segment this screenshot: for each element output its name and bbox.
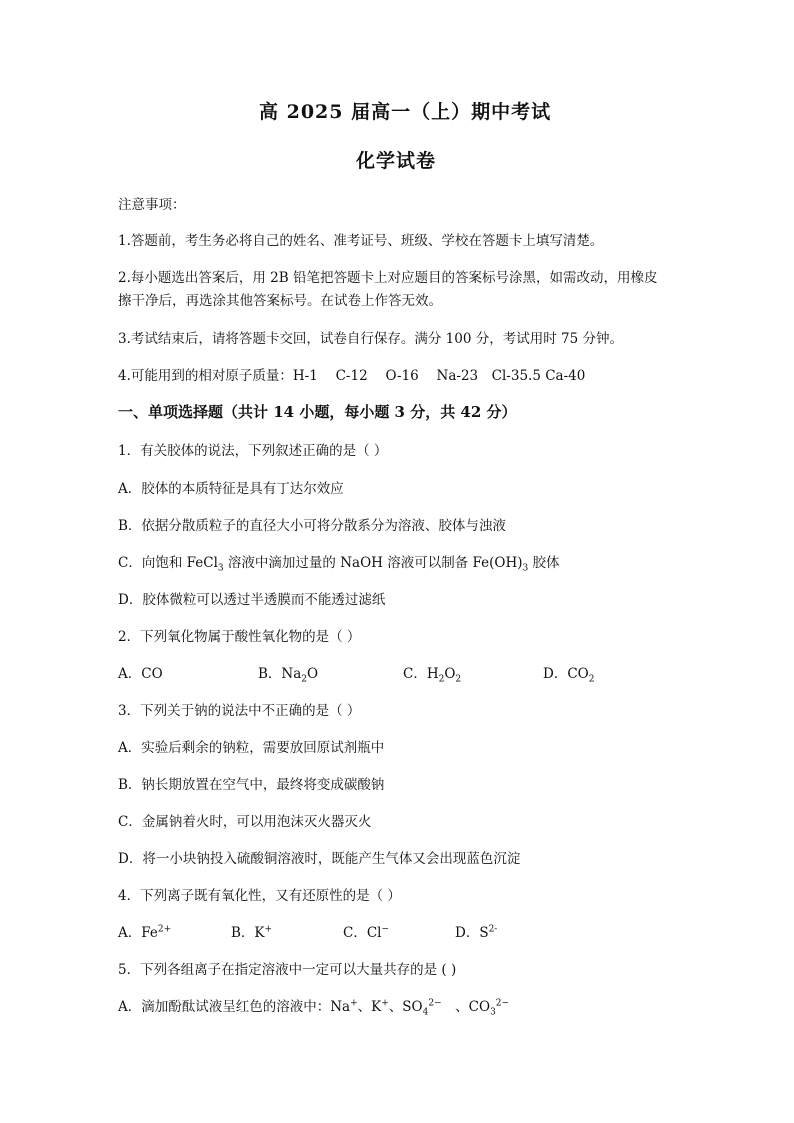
q3-option-c: C．金属钠着火时，可以用泡沫灭火器灭火 (118, 814, 372, 830)
q4-option-d: D．$S^{2-}$ (455, 924, 498, 941)
q1-stem: 1．有关胶体的说法，下列叙述正确的是（ ） (118, 443, 388, 459)
q2-option-a: A．CO (118, 666, 163, 682)
exam-title: 高 2025 届高一（上）期中考试 (259, 101, 552, 123)
q5-option-a: A．滴加酚酞试液呈红色的溶液中：Na+、K+、$SO_4^{2-}$ 、$CO_3^{2-}$ (118, 998, 510, 1018)
q4-option-c: C．Cl− (343, 924, 390, 941)
q1-option-d: D．胶体微粒可以透过半透膜而不能透过滤纸 (118, 592, 386, 608)
q4-option-b: B．K+ (231, 924, 273, 941)
q3-option-d: D．将一小块钠投入硫酸铜溶液时，既能产生气体又会出现蓝色沉淀 (118, 851, 521, 867)
q3-option-b: B．钠长期放置在空气中，最终将变成碳酸钠 (118, 777, 385, 793)
notice-heading: 注意事项： (118, 197, 186, 213)
notice-item-1: 1.答题前，考生务必将自己的姓名、准考证号、班级、学校在答题卡上填写清楚。 (118, 233, 604, 249)
notice-item-3: 3.考试结束后，请将答题卡交回，试卷自行保存。满分 100 分，考试用时 75 分钟。 (118, 331, 623, 347)
q2-option-b: B．$Na_2O$ (258, 666, 319, 685)
q1-option-a: A．胶体的本质特征是具有丁达尔效应 (118, 481, 344, 497)
q5-stem: 5．下列各组离子在指定溶液中一定可以大量共存的是 ( ) (118, 962, 457, 978)
q1-option-c: C．向饱和 FeCl$_3$ 溶液中滴加过量的 NaOH 溶液可以制备 $Fe(OH)_3$ 胶体 (118, 555, 560, 574)
q4-stem: 4．下列离子既有氧化性，又有还原性的是（ ） (118, 888, 401, 904)
q3-option-a: A．实验后剩余的钠粒，需要放回原试剂瓶中 (118, 740, 385, 756)
notice-item-2-line-1: 2.每小题选出答案后，用 2B 铅笔把答题卡上对应题目的答案标号涂黑，如需改动，用橡皮 (118, 270, 658, 286)
q1-option-b: B．依据分散质粒子的直径大小可将分散系分为溶液、胶体与浊液 (118, 518, 506, 534)
q3-stem: 3．下列关于钠的说法中不正确的是（ ） (118, 703, 361, 719)
q2-option-c: C．$H_2O_2$ (403, 666, 462, 685)
section-1-heading: 一、单项选择题（共计 14 小题，每小题 3 分，共 42 分） (118, 403, 517, 421)
q2-stem: 2．下列氧化物属于酸性氧化物的是（ ） (118, 629, 361, 645)
q4-option-a: A．$Fe^{2+}$ (118, 924, 172, 941)
notice-item-2-line-2: 擦干净后，再选涂其他答案标号。在试卷上作答无效。 (118, 293, 442, 309)
subject-title: 化学试卷 (356, 150, 437, 172)
notice-item-4: 4.可能用到的相对原子质量：H-1 C-12 O-16 Na-23 Cl-35.5 Ca-40 (118, 368, 586, 384)
q2-option-d: D．$CO_2$ (543, 666, 595, 685)
